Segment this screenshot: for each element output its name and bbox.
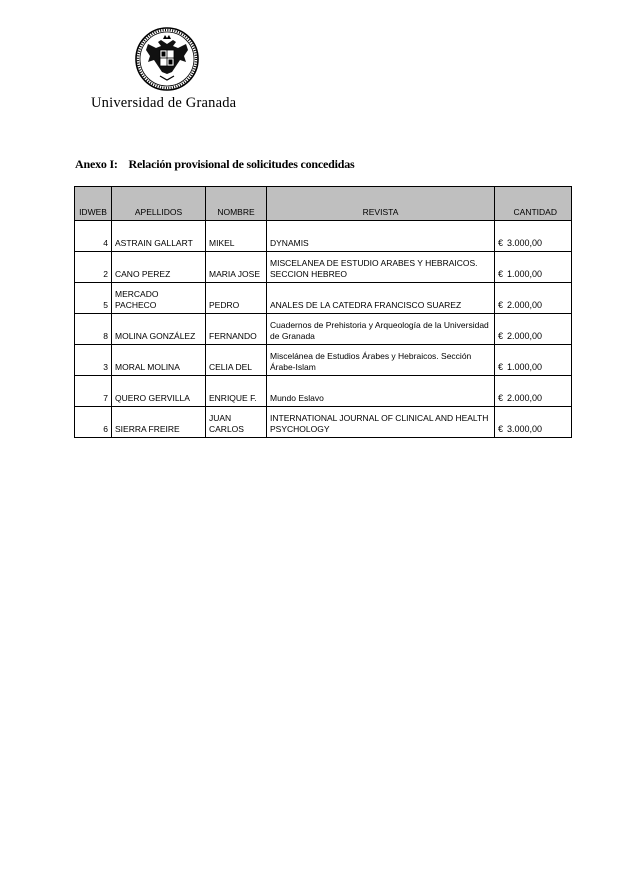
cell-cantidad [495,314,572,345]
cell-nombre: MIKEL [206,221,267,252]
currency-symbol: € [498,424,504,434]
table-row [75,252,572,283]
university-crest-icon [134,26,200,92]
cell-nombre: JUAN CARLOS [206,407,267,438]
annex-title-text: Relación provisional de solicitudes concedidas [128,157,355,171]
col-header-nombre: NOMBRE [206,187,267,221]
cell-revista: INTERNATIONAL JOURNAL OF CLINICAL AND HEALTH PSYCHOLOGY [267,407,495,438]
annex-label: Anexo I: [75,157,118,171]
table-row [75,407,572,438]
cell-revista: Mundo Eslavo [267,376,495,407]
cell-idweb: 4 [75,221,112,252]
cell-cantidad [495,283,572,314]
cell-apellidos: QUERO GERVILLA [112,376,206,407]
cell-apellidos: MERCADO PACHECO [112,283,206,314]
cell-idweb: 7 [75,376,112,407]
currency-symbol: € [498,300,504,310]
table-row [75,376,572,407]
col-header-revista: REVISTA [267,187,495,221]
cell-nombre: ENRIQUE F. [206,376,267,407]
amount-value: 2.000,00 [507,300,543,310]
currency-symbol: € [498,238,504,248]
cell-apellidos: ASTRAIN GALLART [112,221,206,252]
grants-table [74,186,572,438]
cell-apellidos: MORAL MOLINA [112,345,206,376]
table-row [75,314,572,345]
cell-revista: Cuadernos de Prehistoria y Arqueología de la Universidad de Granada [267,314,495,345]
cell-nombre: MARIA JOSE [206,252,267,283]
cell-idweb: 6 [75,407,112,438]
col-header-cantidad: CANTIDAD [495,187,572,221]
cell-idweb: 2 [75,252,112,283]
table-row [75,345,572,376]
currency-symbol: € [498,393,504,403]
annex-title [75,157,354,172]
cell-revista: Miscelánea de Estudios Árabes y Hebraicos. Sección Árabe-Islam [267,345,495,376]
cell-idweb: 8 [75,314,112,345]
cell-revista: DYNAMIS [267,221,495,252]
cell-idweb: 5 [75,283,112,314]
cell-cantidad [495,252,572,283]
amount-value: 2.000,00 [507,331,543,341]
cell-nombre: CELIA DEL [206,345,267,376]
cell-cantidad [495,221,572,252]
cell-cantidad [495,345,572,376]
table-row [75,221,572,252]
amount-value: 3.000,00 [507,424,543,434]
cell-apellidos: CANO PEREZ [112,252,206,283]
university-name: Universidad de Granada [91,95,237,111]
cell-cantidad [495,407,572,438]
amount-value: 2.000,00 [507,393,543,403]
col-header-apellidos: APELLIDOS [112,187,206,221]
table-header-row [75,187,572,221]
cell-revista: ANALES DE LA CATEDRA FRANCISCO SUAREZ [267,283,495,314]
col-header-idweb: IDWEB [75,187,112,221]
currency-symbol: € [498,362,504,372]
amount-value: 1.000,00 [507,362,543,372]
cell-cantidad [495,376,572,407]
amount-value: 3.000,00 [507,238,543,248]
cell-revista: MISCELANEA DE ESTUDIO ARABES Y HEBRAICOS. SECCION HEBREO [267,252,495,283]
currency-symbol: € [498,331,504,341]
cell-nombre: FERNANDO [206,314,267,345]
table-row [75,283,572,314]
amount-value: 1.000,00 [507,269,543,279]
cell-idweb: 3 [75,345,112,376]
currency-symbol: € [498,269,504,279]
cell-apellidos: MOLINA GONZÁLEZ [112,314,206,345]
cell-apellidos: SIERRA FREIRE [112,407,206,438]
cell-nombre: PEDRO [206,283,267,314]
